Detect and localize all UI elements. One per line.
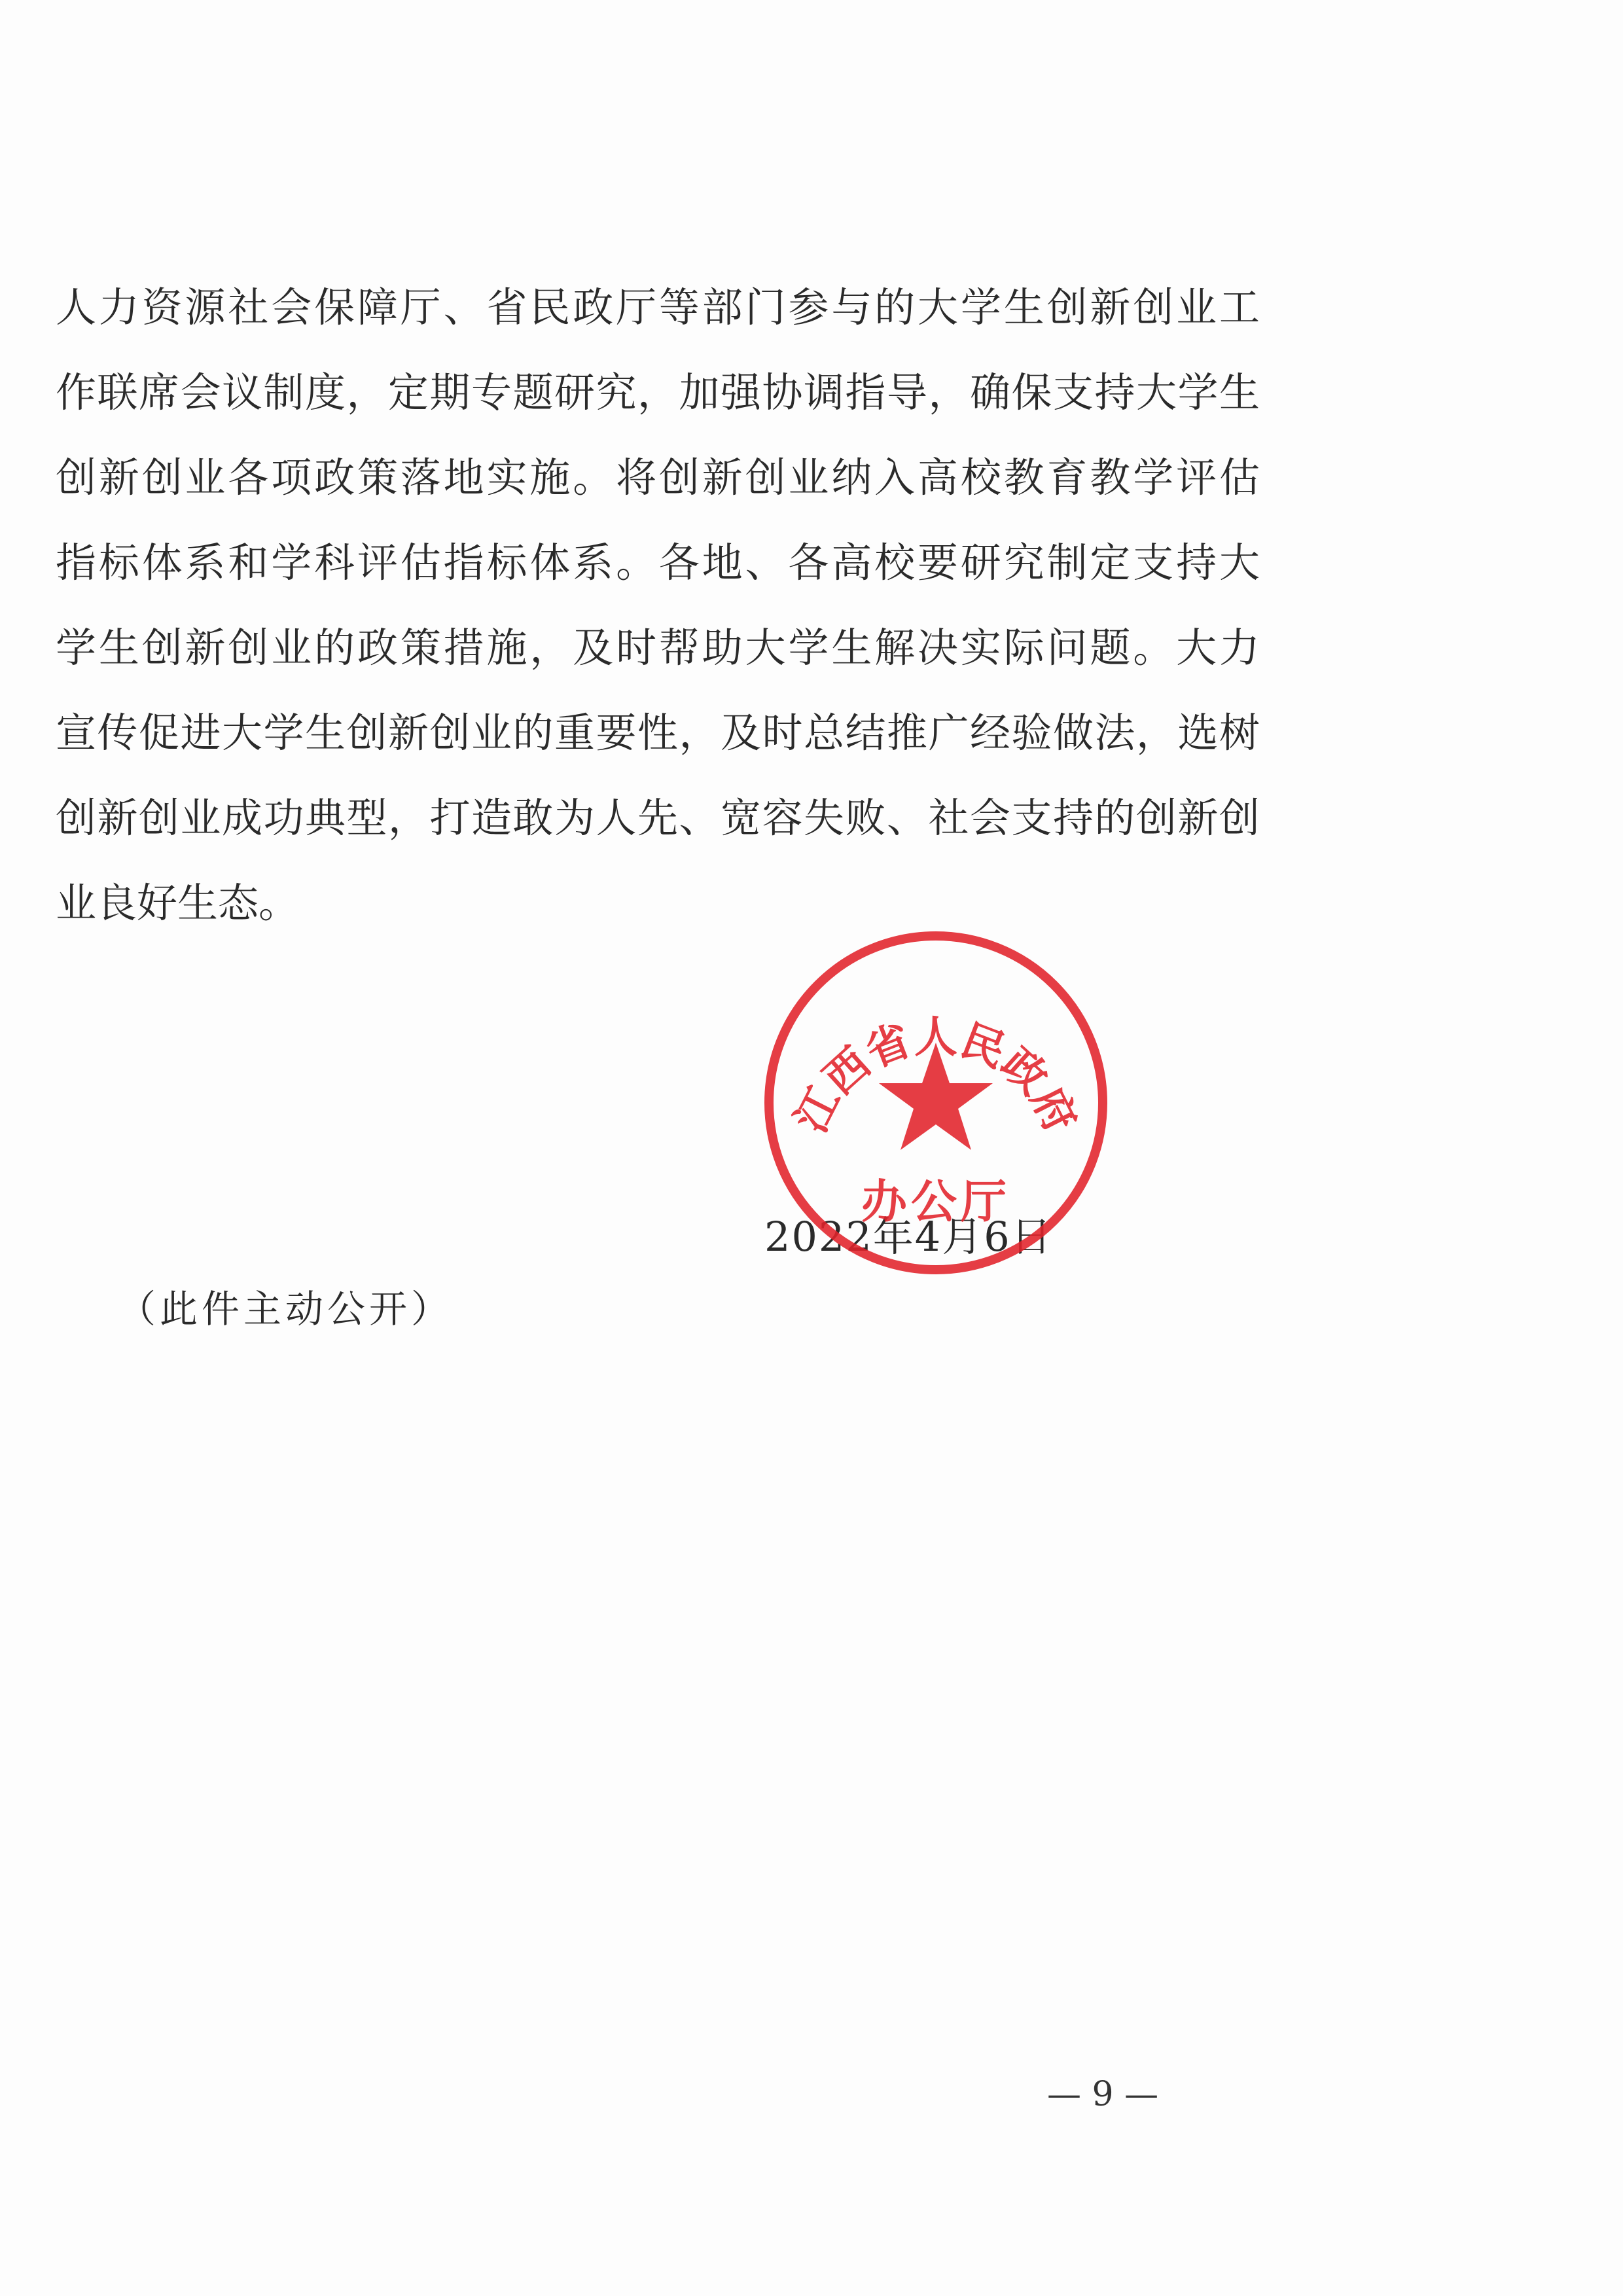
paragraph-line-4: 指标体系和学科评估指标体系。各地、各高校要研究制定支持大 bbox=[56, 539, 1260, 586]
paragraph-line-6: 宣传促进大学生创新创业的重要性，及时总结推广经验做法，选树 bbox=[56, 709, 1260, 757]
issue-date: 2022年4月6日 bbox=[764, 1213, 1053, 1261]
page-number: — 9 — bbox=[1047, 2075, 1159, 2114]
paragraph-line-7: 创新创业成功典型，打造敢为人先、宽容失败、社会支持的创新创 bbox=[56, 794, 1260, 842]
paragraph-line-5: 学生创新创业的政策措施，及时帮助大学生解决实际问题。大力 bbox=[56, 624, 1260, 672]
body-paragraph bbox=[56, 265, 1260, 946]
paragraph-line-8: 业良好生态。 bbox=[56, 879, 300, 927]
paragraph-line-1: 人力资源社会保障厅、省民政厅等部门参与的大学生创新创业工 bbox=[56, 283, 1260, 331]
paragraph-line-2: 作联席会议制度，定期专题研究，加强协调指导，确保支持大学生 bbox=[56, 368, 1260, 416]
disclosure-note: （此件主动公开） bbox=[118, 1287, 454, 1331]
official-seal bbox=[759, 926, 1113, 1280]
seal-graphic bbox=[759, 926, 1113, 1280]
paragraph-line-3: 创新创业各项政策落地实施。将创新创业纳入高校教育教学评估 bbox=[56, 454, 1260, 501]
seal-arc-text: 江西省人民政府 bbox=[785, 1011, 1087, 1141]
seal-bottom-text: 办公厅 bbox=[861, 1174, 1010, 1229]
